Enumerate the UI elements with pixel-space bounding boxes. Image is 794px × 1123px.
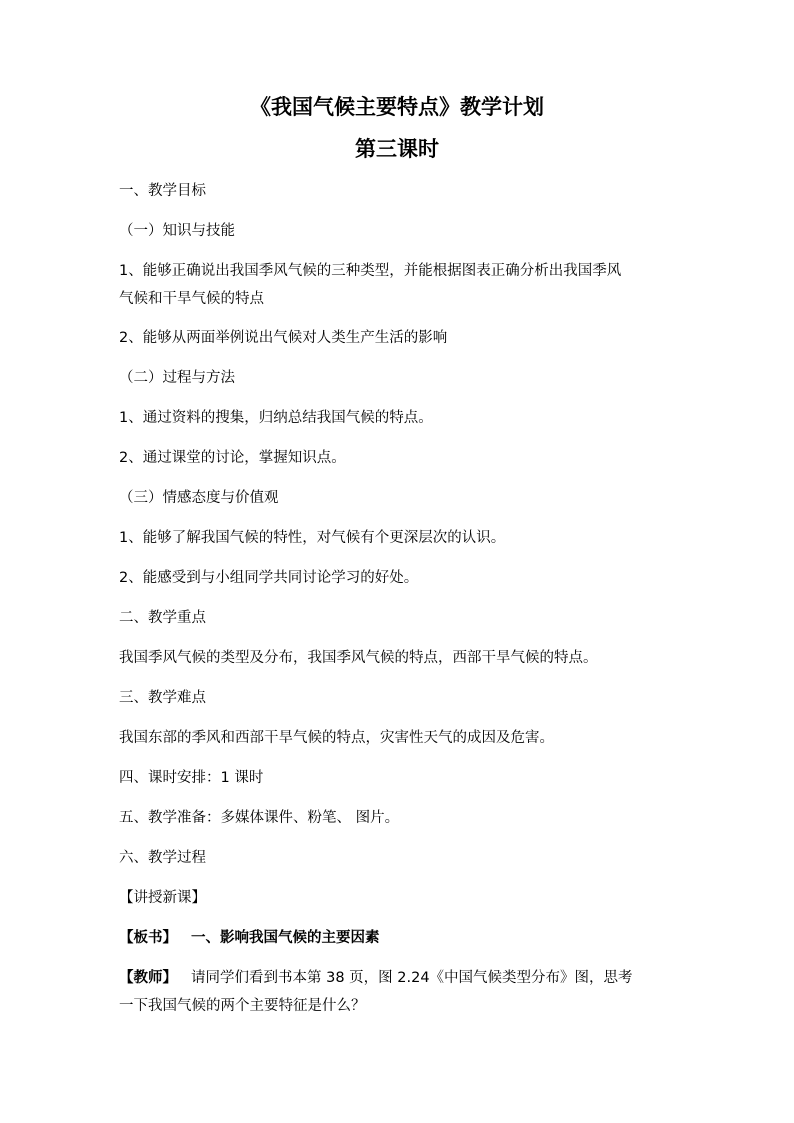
subsection-heading-process: （二）过程与方法 <box>119 370 235 386</box>
document-title: 《我国气候主要特点》教学计划 <box>250 95 544 119</box>
lesson-stage-label: 【讲授新课】 <box>119 890 206 906</box>
paragraph-line: 1、能够了解我国气候的特性，对气候有个更深层次的认识。 <box>119 530 506 546</box>
section-heading-focus: 二、教学重点 <box>119 610 206 626</box>
paragraph-line: 1、通过资料的搜集，归纳总结我国气候的特点。 <box>119 410 433 426</box>
paragraph-line: 2、通过课堂的讨论，掌握知识点。 <box>119 450 346 466</box>
paragraph-line: 2、能感受到与小组同学共同讨论学习的好处。 <box>119 570 419 586</box>
paragraph-line: 气候和干旱气候的特点 <box>119 291 264 307</box>
paragraph-line: 2、能够从两面举例说出气候对人类生产生活的影响 <box>119 330 448 346</box>
board-tag: 【板书】 <box>119 930 177 946</box>
teacher-tag: 【教师】 <box>119 970 177 986</box>
teacher-line <box>119 971 633 986</box>
paragraph-line: 我国东部的季风和西部干旱气候的特点，灾害性天气的成因及危害。 <box>119 730 554 746</box>
paragraph-line: 1、能够正确说出我国季风气候的三种类型，并能根据图表正确分析出我国季风 <box>119 263 622 279</box>
paragraph-line: 我国季风气候的类型及分布，我国季风气候的特点，西部干旱气候的特点。 <box>119 650 598 666</box>
subsection-heading-attitude: （三）情感态度与价值观 <box>119 490 279 506</box>
document-subtitle: 第三课时 <box>355 137 439 161</box>
board-line <box>119 931 380 946</box>
section-heading-process: 六、教学过程 <box>119 850 206 866</box>
section-heading-schedule: 四、课时安排：1 课时 <box>119 770 264 786</box>
subsection-heading-knowledge: （一）知识与技能 <box>119 223 235 239</box>
section-heading-goals: 一、教学目标 <box>119 183 206 199</box>
teacher-text: 请同学们看到书本第 38 页，图 2.24《中国气候类型分布》图，思考 <box>191 970 633 986</box>
paragraph-line: 一下我国气候的两个主要特征是什么？ <box>119 998 366 1014</box>
section-heading-preparation: 五、教学准备：多媒体课件、粉笔、 图片。 <box>119 810 400 826</box>
section-heading-difficulty: 三、教学难点 <box>119 690 206 706</box>
board-text: 一、影响我国气候的主要因素 <box>191 930 380 946</box>
